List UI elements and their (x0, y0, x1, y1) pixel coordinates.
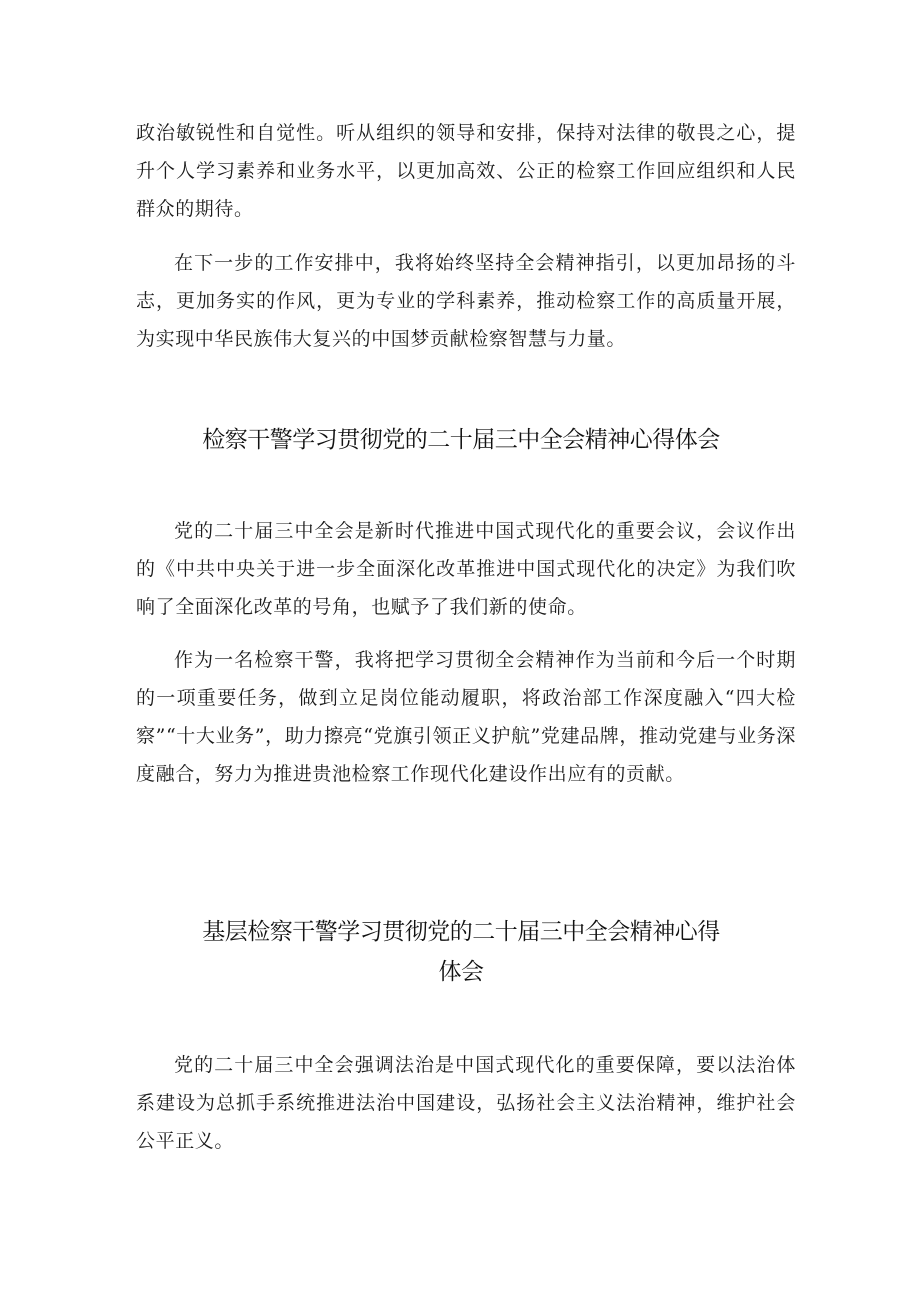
paragraph-prosecutor-role: 作为一名检察干警，我将把学习贯彻全会精神作为当前和今后一个时期的一项重要任务，做到立足岗位能动履职，将政治部工作深度融入“四大检察”“十大业务”，助力擦亮“党旗引领正义护航”党建品牌，推动党建与业务深度融合，努力为推进贵池检察工作现代化建设作出应有的贡献。 (136, 649, 796, 785)
section-heading-2-line1: 基层检察干警学习贯彻党的二十届三中全会精神心得 (202, 919, 720, 945)
section-heading-1: 检察干警学习贯彻党的二十届三中全会精神心得体会 (202, 427, 720, 453)
paragraph-continued: 政治敏锐性和自觉性。听从组织的领导和安排，保持对法律的敬畏之心，提升个人学习素养和业务水平，以更加高效、公正的检察工作回应组织和人民群众的期待。 (136, 122, 796, 220)
section-heading-2-line2: 体会 (438, 959, 484, 985)
paragraph-next-steps: 在下一步的工作安排中，我将始终坚持全会精神指引，以更加昂扬的斗志，更加务实的作风，更为专业的学科素养，推动检察工作的高质量开展，为实现中华民族伟大复兴的中国梦贡献检察智慧与力量。 (136, 252, 796, 350)
paragraph-plenum-intro: 党的二十届三中全会是新时代推进中国式现代化的重要会议，会议作出的《中共中央关于进一步全面深化改革推进中国式现代化的决定》为我们吹响了全面深化改革的号角，也赋予了我们新的使命。 (136, 520, 796, 618)
paragraph-rule-of-law: 党的二十届三中全会强调法治是中国式现代化的重要保障，要以法治体系建设为总抓手系统推进法治中国建设，弘扬社会主义法治精神，维护社会公平正义。 (136, 1054, 796, 1152)
section-heading-2 (136, 912, 786, 992)
